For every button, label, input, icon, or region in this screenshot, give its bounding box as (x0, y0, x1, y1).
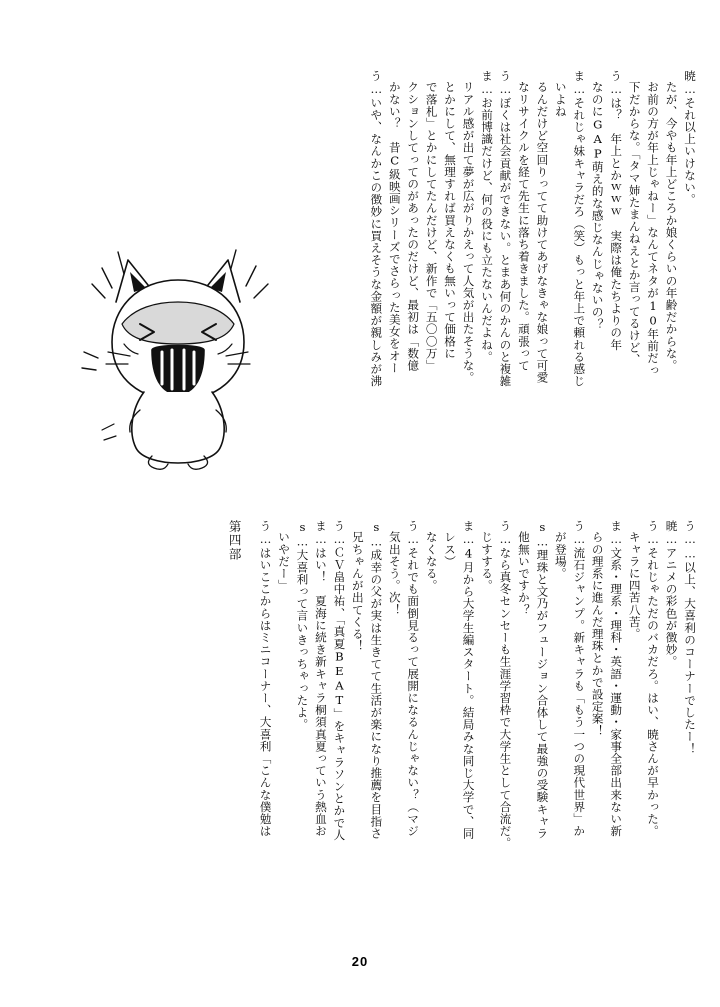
text-line: う…いや、なんかこの徴妙に買えそうな金額が親しみが沸 (369, 70, 384, 387)
text-line: なリサイクルを経て先生に落ち着きました。頑張って (516, 81, 531, 372)
text-line: う…はいここからはミニコーナー、大喜利「こんな僕勉は (258, 520, 273, 837)
text-line: s…成幸の父が実は生きてて生活が楽になり推薦を目指さ (369, 520, 384, 840)
text-line: う……以上、大喜利のコーナーでしたー！ (683, 520, 697, 755)
text-line: s…理珠と文乃がフュージョン合体して最強の受験キャラ (535, 520, 550, 840)
text-line: お前の方が年上じゃねー」なんてネタが10年前だっ (646, 81, 661, 377)
page-number: 20 (351, 954, 369, 969)
text-line: 暁…アニメの彩色が徴妙。 (664, 520, 679, 668)
text-line: いやだー」 (277, 531, 292, 592)
text-line: 気出そう。次！ (387, 531, 402, 616)
text-line: う…流石ジャンプ。新キャラも「もう一つの現代世界」か (572, 520, 587, 837)
text-line: ま…4月から大学生編スタート。結局みな同じ大学で、同 (461, 520, 476, 840)
text-line: う…なら真冬センセーも生涯学習枠で大学生として合流だ。 (498, 520, 513, 850)
text-line: なくなる。 (424, 531, 439, 592)
text-line: う…ＣＶ畠中祐、「真夏BEAT」をキャラソンとかで人 (332, 520, 347, 841)
text-line: たが、今やも年上どころか娘くらいの年齢だからな。 (664, 81, 679, 372)
text-line: なのにGAP萌え的な感じなんじゃないの？ (590, 81, 605, 331)
text-line: じすする。 (480, 531, 495, 592)
text-block-lower (138, 520, 698, 920)
text-line: う…それじゃただのバカだろ。はい、暁さんが早かった。 (646, 520, 661, 837)
text-line: が登場。 (553, 531, 568, 580)
text-line: う…は？ 年上とかｗｗｗ 実際は俺たちよりの年 (609, 70, 624, 351)
text-line: 兄ちゃんが出てくる！ (350, 531, 365, 652)
text-line: いよね (553, 81, 568, 118)
text-line: るんだけど空回りってて助けてあげなきゃな娘って可愛 (535, 81, 550, 384)
text-line: 他無いですか？ (516, 531, 531, 616)
text-line: s…大喜利って言いきっちゃったよ。 (295, 520, 310, 731)
raccoon-character-drawing (78, 232, 278, 482)
text-line: レス） (443, 531, 458, 568)
text-line: う…ぼくは社会貢献ができない。とまあ何のかんのと複雑 (498, 70, 513, 387)
text-line: とかにして、無理すれば買えなくも無いって価格に (443, 81, 458, 360)
text-block-upper (278, 70, 698, 470)
vertical-column-group-upper (366, 70, 698, 470)
text-line: ま…文系・理系・理科・英語・運動・家事全部出来ない新 (609, 520, 624, 837)
section-heading: 第四部 (227, 520, 243, 562)
text-line: キャラに四苦八苦。 (627, 531, 642, 640)
text-line: ま…お前博識だけど、何の役にも立たないんだよね。 (480, 70, 495, 363)
vertical-column-group-lower (223, 520, 698, 920)
text-line: う…それでも面倒見るって展開になるんじゃない？（マジ (406, 520, 421, 837)
text-line: 暁…それ以上いけない。 (683, 70, 697, 206)
text-line: リアル感が出て夢が広がりかえって人気が出たそうな。 (461, 81, 476, 384)
text-line: ま…はい！ 夏海に続き新キャラ桐須真夏っていう熱血お (313, 520, 328, 837)
text-line: かない？ 昔C級映画シリーズでさらった美女をオー (387, 81, 402, 374)
text-line: らの理系に進んだ理珠とかで設定案！ (590, 531, 605, 737)
text-line: ま…それじゃ妹キャラだろ（笑）もっと年上で頼れる感じ (572, 70, 587, 387)
text-line: クションしてってのがあったのだけど、最初は「数億 (406, 81, 421, 372)
text-line: 下だからな。「タマ姉たまんねえとか言ってるけど、 (627, 81, 642, 366)
text-line: で落札」とかにしてたんだけど、新作で「五〇〇万」 (424, 81, 439, 372)
